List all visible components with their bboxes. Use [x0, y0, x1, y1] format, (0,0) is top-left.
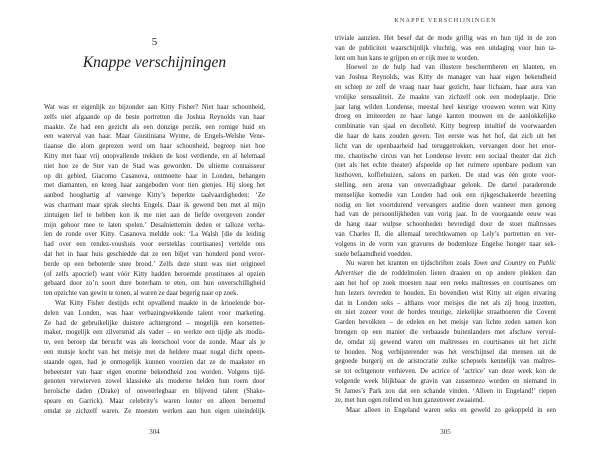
text-line: me, chaotische circus van het Londense leven: een sociaal theater dat zich [335, 152, 556, 160]
text-line: triviale aanzien. Het besef dat de mode grillig was en hun tijd in de zon [335, 35, 556, 42]
text-line: dat in Londen seks – althans voor meisjes die net als zij hoog inzetten, [335, 299, 556, 307]
paragraph [335, 34, 556, 63]
text-line: aanbod hooghartig af vanwege Kitty’s beperkte taalvaardigheden: ‘Ze [44, 192, 265, 200]
text-line: Advertiser die de roddelmolen lieten draaien en op andere plekken dan [335, 270, 556, 278]
text-line: gebaard door zo’n soort dure boterham te eten, om hun onverschilligheid [44, 280, 265, 288]
text-line: hun lezers tevreden te houden. En bovendien wist Kitty uit eigen ervaring [335, 289, 556, 297]
text-line: speare en Garrick). Maar celebrity’s waren louter en alleen beroemd [44, 397, 265, 405]
text-line: en niet zozeer voor de hordes treurige, ziekelijke straathoeren die Covent [335, 309, 556, 317]
text-line: len de ronde over Kitty. Casanova meldde ook: ‘La Walsh [die de leiding [44, 231, 265, 239]
text-line: droeg en imiteerden ze haar lange kanten mouwen en de aanlokkelijke [335, 113, 556, 121]
text-line: maakte. Ze had een gezicht als een donzige perzik, een romige huid en [44, 123, 265, 131]
text-line: ze, met hun ogen rollend en hun ganzenveer zwaaiend. [335, 397, 485, 405]
paragraph [335, 259, 556, 406]
text-line: had over een rendez-voushuis voor eersteklas courtisanes] vertelde ons [44, 241, 265, 249]
text-line: (of zelfs apocrief) want vóór Kitty hadden beroemde prostituees al opzien [44, 270, 265, 278]
text-line: nodig en liet voortdurend vervangers auditie doen wanneer men genoeg [335, 201, 556, 209]
text-line: maker, mogelijk een zilversmid als vader – en werkte een tijdje als modis- [44, 329, 265, 337]
running-header: KNAPPE VERSCHIJNINGEN [394, 17, 497, 24]
text-line: Garden bevolkten – de edelen en het meisje van lichte zeden samen kon [335, 319, 556, 327]
text-line: vrolijke sensualiteit. Ze maakte van zichzelf ook een modeplaatje. Drie [335, 93, 556, 101]
text-line: te houden. Nog verbijsterender was het verschijnsel dat mensen uit de [335, 348, 556, 356]
text-line: zintuigen lief te hebben kon ik me niet aan de liefde overgeven zonder [44, 211, 265, 219]
paragraph [44, 103, 265, 299]
text-line: suele befaamdheid voedden. [335, 250, 413, 258]
text-line: van Charles II, die allemaal terechtkwamen op Lely’s portretten en ver- [335, 230, 556, 238]
text-line: en schiep ze zelf de vraag naar haar gezicht, haar lichaam, haar aura van [335, 83, 556, 91]
text-line: volgens in de vorm van gravures de bodemloze Engelse honger naar sek- [335, 240, 556, 248]
text-line: een waterval van haar. Maar Giustiniana Wynne, de Engels-Welshe Vene- [44, 133, 265, 141]
text-line: een mutsje kocht van het meisje met de heldere maar nogal dicht opeen- [44, 348, 265, 356]
left-page-body-text [44, 103, 265, 417]
text-line: se tot echtgenote verhieven. De actrice of ‘actrice’ van deze week kon de [335, 368, 556, 376]
right-page-body-text [335, 34, 556, 416]
text-line: lent om hun kans te grijpen en er rijk mee te worden. [335, 54, 479, 62]
text-line: berde op een beboterde snee brood.’ Zelfs deze stunt was niet origineel [44, 260, 265, 268]
text-line: St James’s Park zou dat een schande vinden. ‘Alleen in Engeland!’ riepen [335, 387, 556, 395]
text-line: Nu waren het kranten en tijdschriften zoals Town and Country en Public [346, 260, 557, 268]
text-line: te, een beroep dat berucht was als leerschool voor de zonde. Maar als je [44, 339, 265, 347]
text-line: gegoede burgerij en de aristocratie zulke schepsels kennelijk van maîtres- [335, 358, 556, 366]
text-line: volgende week blijkbaar de gravin van zussemezo worden en niemand in [335, 377, 556, 385]
text-line: de, omdat zij gewend waren om maîtresses en courtisanes uit het zicht [335, 338, 556, 346]
text-line: jaar lang wilden Londense, meestal heel keurige vrouwen weten wat Kitty [335, 103, 556, 111]
text-line: met diamanten, en kreeg haar aangeboden voor tien gienjes. Hij sloeg het [44, 182, 265, 190]
text-line: Wat Kitty Fisher destijds echt opvallend maakte in de krioelende bor- [55, 299, 265, 307]
text-line: brengen op een manier die verbaasde buitenlanders met afschuw vervul- [335, 328, 556, 336]
text-line: staande ogen, had je onmogelijk kunnen voorzien dat ze de maakster en [44, 358, 265, 366]
text-line: lusthoven, koffiehuizen, salons en parken. De stad was één grote voor- [335, 172, 556, 180]
text-line: zelfs niet afgaande op de beste portretten die Joshua Reynolds van haar [44, 113, 265, 121]
text-line: beheerster van haar eigen enorme bekendheid zou worden. Volgens tijd- [44, 368, 265, 376]
text-line: omdat ze zichzelf waren. Ze moesten werken aan hun eigen uiteindelijk [44, 407, 265, 415]
text-line: stelling, een arena van onverzadigbaar gelonk. De dartel paraderende [335, 181, 556, 189]
text-line: (net als het echte theater) afspeelde op het ruimere openbare podium van [335, 162, 556, 170]
text-line: licht van de openbaarheid had teruggetrokken, vervangen door het enor- [335, 142, 556, 150]
text-line: Ze had de gebruikelijke duistere achtergrond – mogelijk een korsetten- [44, 319, 265, 327]
chapter-heading [44, 36, 265, 72]
text-line: die haar de kans zouden geven. Ten eerste was het hof, dat zich uit het [335, 132, 556, 140]
text-line: mijn gehoor mee te laten spelen.’ Desalniettemin deden er talloze verha- [44, 221, 265, 229]
text-line: Maar alleen in Engeland waren seks en geweld zo gekoppeld in een [346, 407, 556, 415]
text-line: niet hoe ze de Ster van de Stad was geworden. De ultieme connaisseur [44, 162, 265, 170]
text-line: combinatie van sjaal en decolleté. Kitty begreep intuïtief de voorwaarden [335, 123, 556, 131]
text-line: aan het hof op zoek moesten naar een reeks maîtresses en courtisanes om [335, 279, 556, 287]
text-line: van de publiciteit waarschijnlijk vluchtig, was een uitdaging voor hun ta- [335, 44, 556, 52]
text-line: Kitty met haar vrij onopvallende trekken de kost verdiende, en al helemaal [44, 152, 265, 160]
text-line: op dit gebied, Giacomo Casanova, ontmoette haar in Londen, behangen [44, 172, 265, 180]
text-line: de hang naar wulpse schoonheden bevredigd door de stoet maîtresses [335, 221, 556, 229]
chapter-title: Knappe verschijningen [82, 54, 227, 71]
text-line: tiaanse die alom geprezen werd om haar schoonheid, begreep niet hoe [44, 143, 265, 151]
text-line: dat het in haar huis geschiedde dat ze een biljet van honderd pond veror- [44, 250, 265, 258]
text-line: was charmant maar sprak slechts Engels. Daar ik gewend ben met al mijn [44, 201, 265, 209]
text-line: Wat was er eigenlijk zo bijzonder aan Kitty Fisher? Niet haar schoonheid, [44, 104, 265, 111]
left-page [44, 0, 265, 460]
text-line: genoten verwierven zowel klassieke als moderne helden hun roem door [44, 378, 265, 386]
paragraph [335, 406, 556, 416]
text-line: Hoewel ze de hulp had van illustere beschermheren en klanten, en [346, 64, 556, 72]
text-line: delen van Londen, was haar verbazingwekkende talent voor marketing. [44, 309, 265, 317]
right-page [335, 0, 556, 460]
text-line: ten opzichte van gewin te tonen, al waren ze daar begerig naar op zoek. [44, 290, 239, 298]
chapter-number: 5 [151, 36, 158, 48]
text-line: heroïsche daden (Drake) of onweerlegbaar en blijvend talent (Shake- [44, 388, 265, 396]
text-line: menselijke komedie van Londen had ook een rijkgeschakeerde bezetting [335, 191, 556, 199]
text-line: had van de persoonlijkheden van vorig jaar. In de voorgaande eeuw was [335, 211, 556, 219]
paragraph [44, 299, 265, 417]
right-page-number: 305 [440, 428, 451, 436]
text-line: van Joshua Reynolds, was Kitty de manager van haar eigen bekendheid [335, 74, 556, 82]
paragraph [335, 63, 556, 259]
left-page-number: 304 [149, 428, 160, 436]
